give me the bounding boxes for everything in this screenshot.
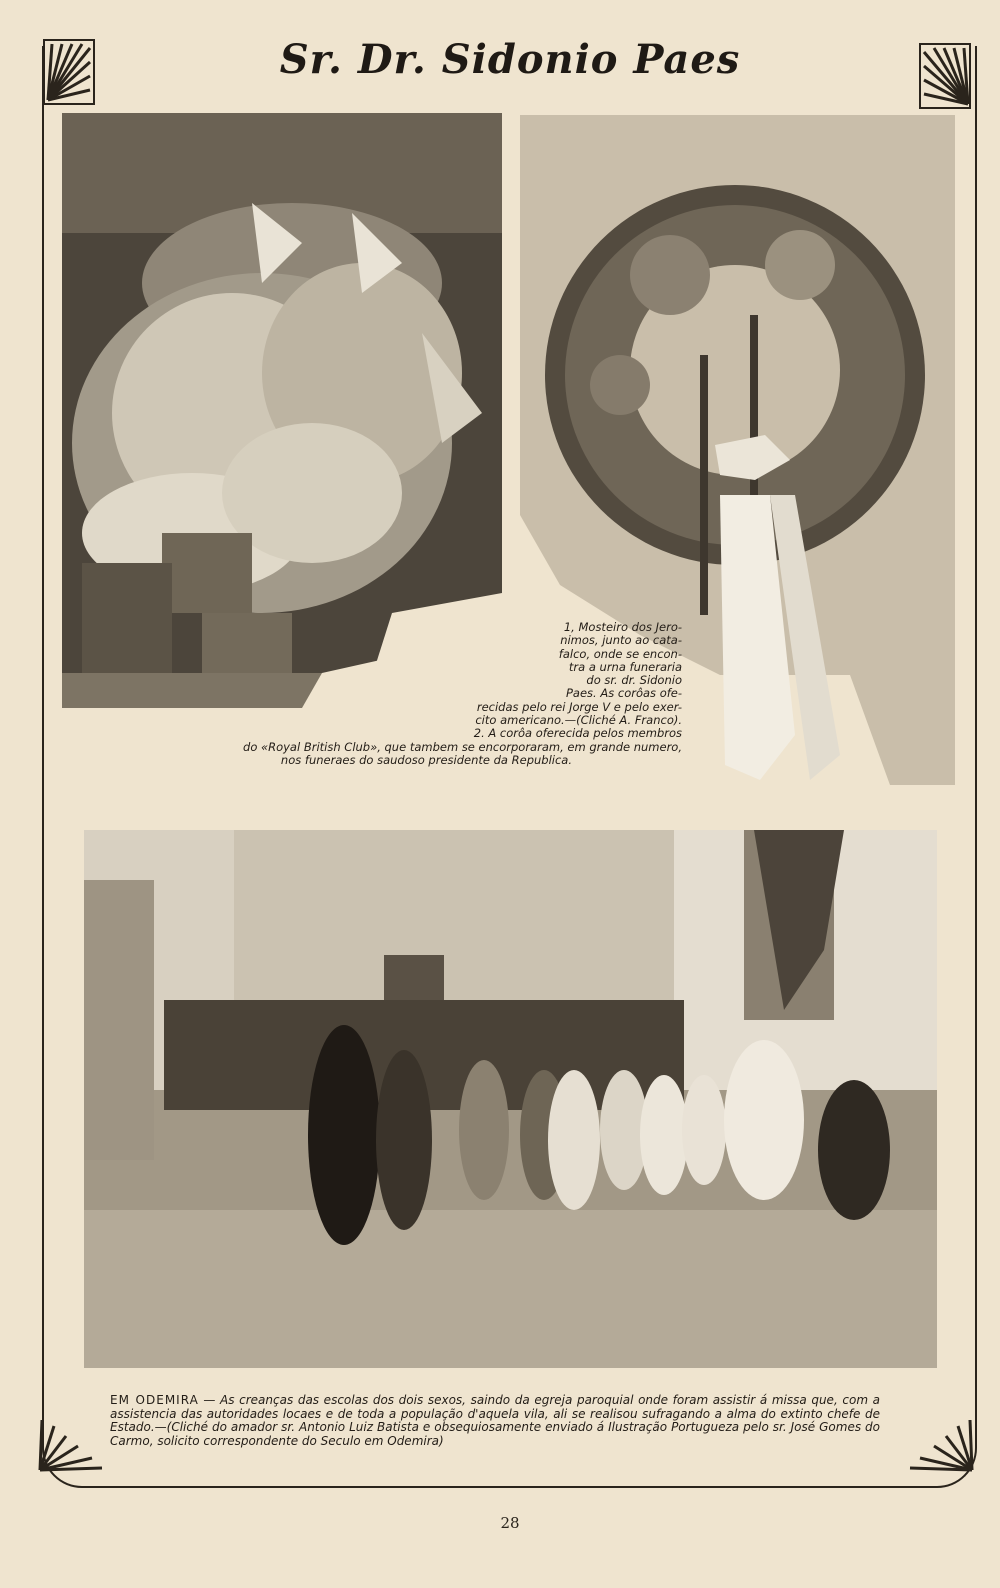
page-number: 28 (500, 1514, 520, 1532)
corner-ornament-top-right (918, 42, 974, 112)
caption-line: falco, onde se encon- (558, 646, 682, 661)
photo-odemira-children (84, 830, 937, 1368)
caption-odemira-lead: EM ODEMIRA (110, 1393, 199, 1407)
caption-odemira-text: — As creanças das escolas dos dois sexos, saindo da egreja paroquial onde foram assistir á missa que, com a assistencia das autoridades locaes e de toda a população d'aquela vila, ali se realisou sufragando a alma do extinto chefe de Estado.—(Cliché do amador sr. Antonio Luiz Batista e obsequiosamente enviado á Ilustração Portugueza pelo sr. José Gomes do Carmo, solicito correspondente do Seculo em Odemira) (110, 1393, 880, 1448)
caption-line: nos funeraes do saudoso presidente da Republica. (280, 752, 572, 767)
caption-line: 2. A corôa oferecida pelos membros (473, 726, 682, 741)
caption-odemira (110, 1394, 880, 1448)
corner-ornament-bottom-left (36, 1412, 106, 1474)
caption-line: do sr. dr. Sidonio (586, 673, 682, 688)
corner-ornament-top-left (42, 38, 98, 108)
corner-ornament-bottom-right (906, 1412, 976, 1474)
caption-wreaths (90, 621, 682, 767)
caption-line: nimos, junto ao cata- (560, 633, 682, 648)
caption-line: 1, Mosteiro dos Jero- (563, 620, 682, 634)
caption-line: do «Royal British Club», que tambem se encorporaram, em grande numero, (243, 739, 682, 754)
photo-odemira-image (84, 830, 937, 1368)
photo-wreaths-image (62, 113, 502, 708)
caption-line: tra a urna funeraria (568, 659, 682, 674)
page-title: Sr. Dr. Sidonio Paes (279, 36, 741, 83)
caption-line: Paes. As corôas ofe- (566, 686, 682, 701)
photo-wreaths-catafalque (62, 113, 502, 708)
caption-line: cito americano.—(Cliché A. Franco). (475, 713, 682, 728)
caption-line: recidas pelo rei Jorge V e pelo exer- (476, 699, 682, 714)
